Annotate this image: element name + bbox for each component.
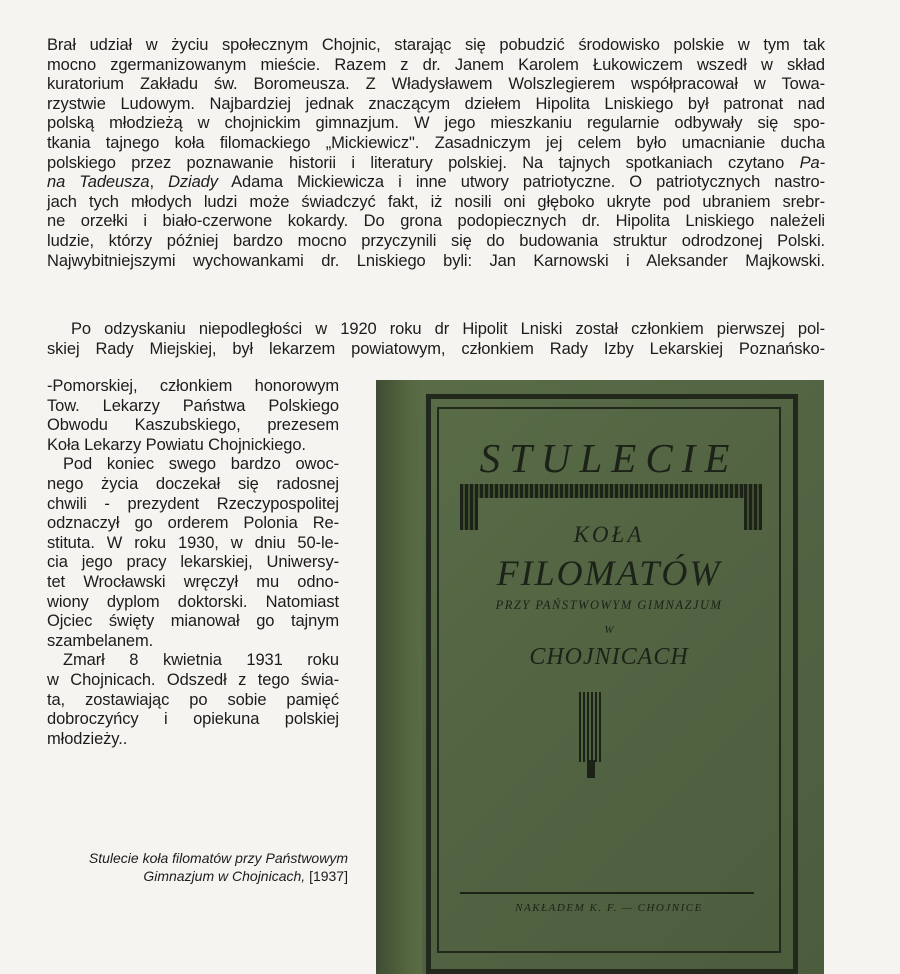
text-line: młodzieży.. <box>47 729 128 748</box>
italic-title: Dziady <box>168 173 218 192</box>
text-line: rzystwie Ludowym. Najbardziej jednak znaczącym dziełem Hipolita Lniskiego był patronat nad <box>47 94 825 113</box>
text-line: wiony dyplom doktorski. Natomiast <box>47 592 339 611</box>
text-line: Koła Lekarzy Powiatu Chojnickiego. <box>47 435 306 454</box>
cover-publisher: NAKŁADEM K. F. — CHOJNICE <box>515 902 703 914</box>
text-line: tkania tajnego koła filomackiego „Mickiewicz". Zasadniczym jej celem było umacnianie ducha <box>47 133 825 152</box>
text-line: stituta. W roku 1930, w dniu 50-le- <box>47 533 339 552</box>
text-line: Zmarł 8 kwietnia 1931 roku <box>63 651 339 670</box>
text-line: w Chojnicach. Odszedł z tego świa- <box>47 670 339 689</box>
text-line: Obwodu Kaszubskiego, prezesem <box>47 416 339 435</box>
text-line: polską młodzieżą w chojnickim gimnazjum. W jego mieszkaniu regularnie odbywały się spo- <box>47 114 825 133</box>
italic-title: na Tadeusza <box>47 173 150 192</box>
cover-ornament-vertical <box>579 692 603 762</box>
text-line: chwili - prezydent Rzeczypospolitej <box>47 494 339 513</box>
caption-line: Stulecie koła filomatów przy Państwowym <box>88 850 348 866</box>
text-line: Po odzyskaniu niepodległości w 1920 roku dr Hipolit Lniski został członkiem pierwszej pol- <box>71 320 825 338</box>
photo-caption <box>40 849 348 885</box>
italic-title: Pa- <box>799 153 826 172</box>
cover-kola: KOŁA <box>573 522 645 547</box>
text-line: szambelanem. <box>47 631 154 650</box>
text-line <box>47 173 825 193</box>
text-line <box>47 154 825 174</box>
cover-w: W <box>604 624 614 636</box>
text-line: mocno zgermanizowanym mieście. Razem z dr. Janem Karolem Łukowiczem wszedł w skład <box>47 55 825 74</box>
paragraph-1 <box>47 36 825 271</box>
caption-line: Gimnazjum w Chojnicach, <box>143 868 306 884</box>
booklet-spine <box>376 380 422 974</box>
text-line: Najwybitniejszymi wychowankami dr. Lniskiego byli: Jan Karnowski i Aleksander Majkowski. <box>47 251 825 270</box>
cover-przy: PRZY PAŃSTWOWYM GIMNAZJUM <box>495 598 723 612</box>
text-line: Pod koniec swego bardzo owoc- <box>63 455 339 474</box>
paragraph-2 <box>47 320 825 359</box>
text-line: ne orzełki i biało-czerwone kokardy. Do grona podopiecznych dr. Hipolita Lniskiego należeli <box>47 212 825 231</box>
cover-rule <box>460 892 754 894</box>
text-line: ta, zostawiając po sobie pamięć <box>47 690 339 709</box>
text-line: dobroczyńcy i opiekuna polskiej <box>47 710 339 729</box>
cover-title: STULECIE <box>479 435 739 481</box>
text-span: , <box>149 173 154 192</box>
text-line: -Pomorskiej, członkiem honorowym <box>47 377 339 395</box>
text-span: Adama Mickiewicza i inne utwory patriotyczne. O patriotycznych nastro- <box>231 173 826 192</box>
caption-year: [1937] <box>309 868 348 884</box>
booklet-cover-photo <box>376 380 824 974</box>
text-line: cia jego pracy lekarskiej, Uniwersy- <box>47 553 339 572</box>
cover-filomatow: FILOMATÓW <box>496 553 722 593</box>
cover-chojnicach: CHOJNICACH <box>529 644 689 670</box>
text-line: Brał udział w życiu społecznym Chojnic, starając się pobudzić środowisko polskie w tym tak <box>47 36 825 54</box>
cover-ornament-tip <box>587 760 595 778</box>
text-line: Ojciec święty mianował go tajnym <box>47 612 339 631</box>
text-line: nego życia doczekał się radosnej <box>47 474 339 493</box>
text-line: odznaczył go orderem Polonia Re- <box>47 514 339 533</box>
cover-ornament-bar <box>460 484 762 498</box>
text-line: ludzie, którzy później bardzo mocno przyczynili się do budowania struktur odrodzonej Polski. <box>47 231 825 250</box>
text-column <box>47 377 339 749</box>
text-line: tet Wrocławski wręczył mu odno- <box>47 572 339 591</box>
text-line: kuratorium Zakładu św. Boromeusza. Z Władysławem Wolszlegierem współpracował w Towa- <box>47 75 825 94</box>
text-line: Tow. Lekarzy Państwa Polskiego <box>47 396 339 415</box>
text-line: jach tych młodych ludzi może świadczyć fakt, iż nosili oni głęboko ukryte pod ubraniem srebr- <box>47 192 825 211</box>
text-line: skiej Rady Miejskiej, był lekarzem powiatowym, członkiem Rady Izby Lekarskiej Poznańsko- <box>47 339 825 358</box>
text-span: polskiego przez poznawanie historii i literatury polskiej. Na tajnych spotkaniach czytano <box>47 153 785 172</box>
